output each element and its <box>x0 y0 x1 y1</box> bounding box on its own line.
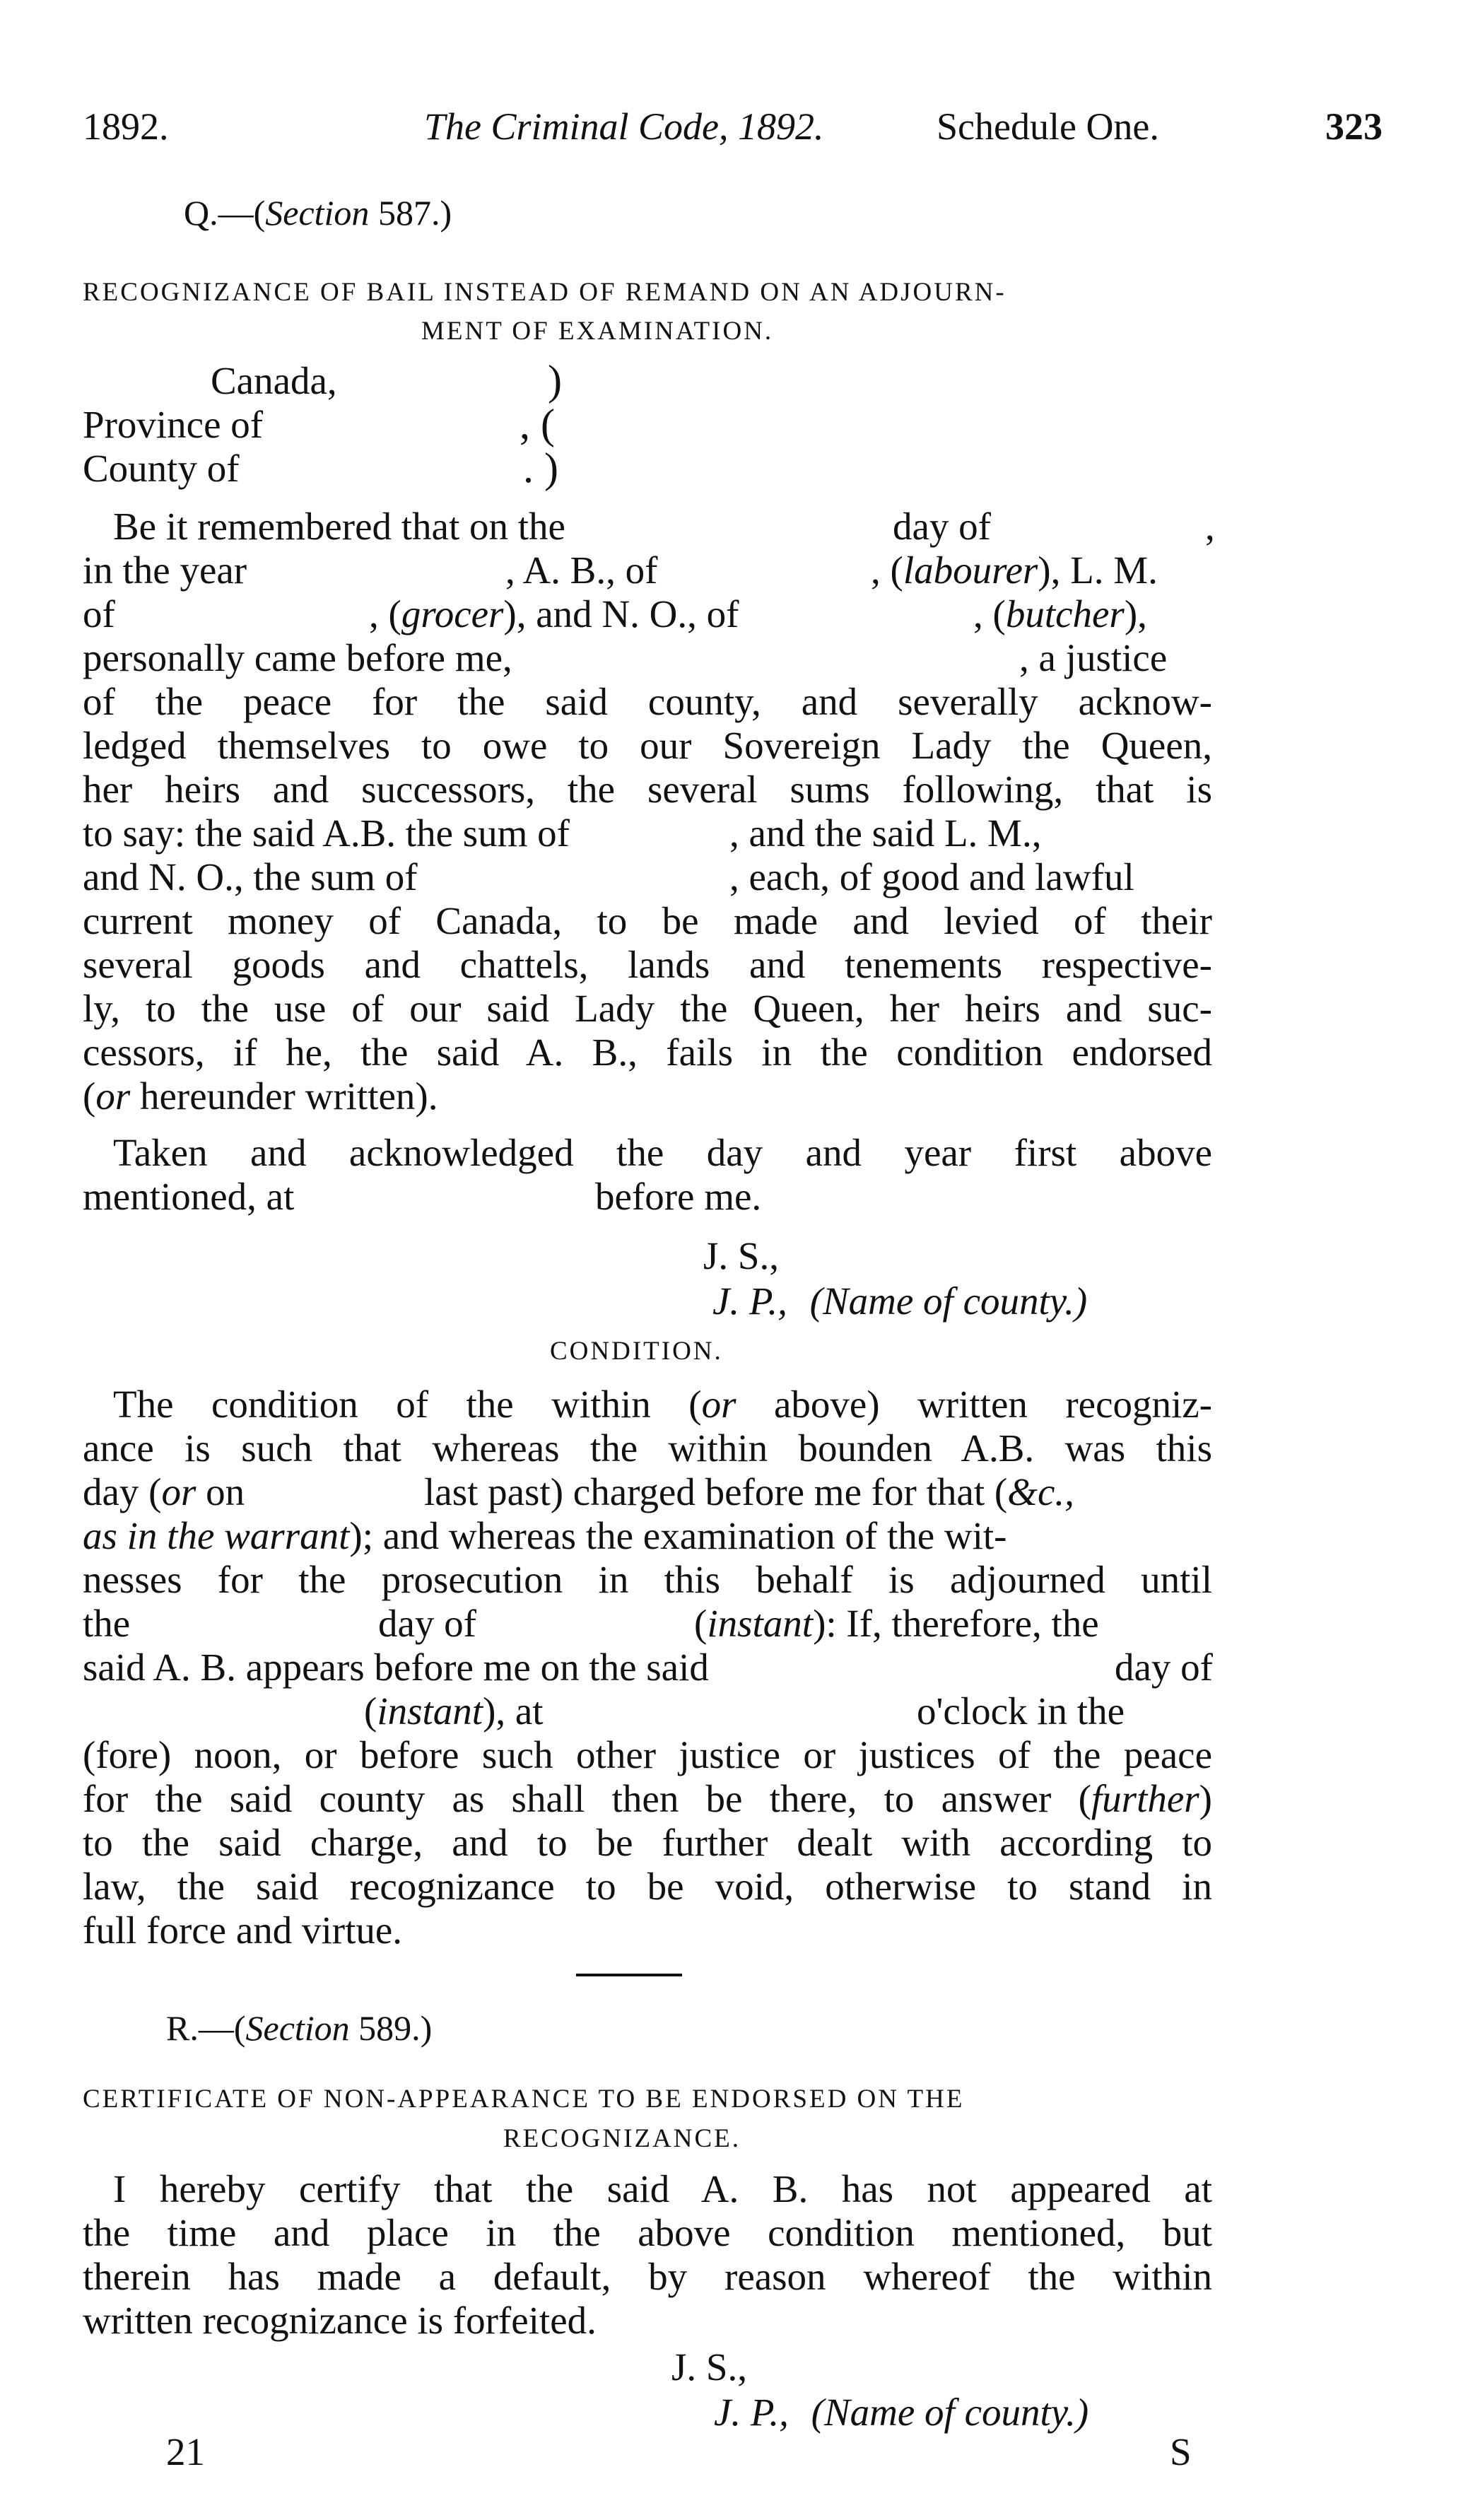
condition-line: The condition of the within (or above) written recogniz- <box>113 1383 1212 1426</box>
acknowledgment-line2 <box>83 1175 762 1219</box>
condition-text: last past) charged before me for that ( <box>424 1470 1008 1513</box>
form-r-caption-line2: RECOGNIZANCE. <box>503 2124 741 2153</box>
form-r-letter: R.—( <box>166 2008 246 2048</box>
body-text: , ( <box>369 592 401 635</box>
condition-line: full force and virtue. <box>83 1909 403 1952</box>
body-text: , <box>1205 505 1215 548</box>
body-line: of the peace for the said county, and severally acknow- <box>83 680 1212 723</box>
form-q-caption-line2: MENT OF EXAMINATION. <box>421 317 774 346</box>
body-text: ( <box>83 1074 96 1118</box>
header-title-text: The Criminal Code, 1892. <box>424 105 824 148</box>
venue-province: Province of <box>83 403 264 446</box>
condition-line: ance is such that whereas the within bounden A.B. was this <box>83 1426 1212 1470</box>
body-text: ), L. M. <box>1038 549 1158 592</box>
body-line: several goods and chattels, lands and tenements respective- <box>83 943 1212 986</box>
venue-brace-top: ) <box>548 357 562 404</box>
condition-text: the <box>83 1602 131 1645</box>
venue-country: Canada, <box>211 359 337 402</box>
condition-italic: or <box>161 1470 196 1513</box>
form-q-section-word: Section <box>265 193 370 233</box>
header-title <box>424 105 824 148</box>
form-r-caption-line1: CERTIFICATE OF NON-APPEARANCE TO BE ENDORSED ON THE <box>83 2085 965 2114</box>
condition-italic: or <box>701 1383 736 1426</box>
signature-name: J. S., <box>703 1234 779 1277</box>
signature-jp: J. P. <box>712 1279 778 1323</box>
signature-county: (Name of county.) <box>809 1279 1088 1323</box>
signature-title: J. P., (Name of county.) <box>712 1279 1088 1323</box>
form-q-heading <box>184 192 452 233</box>
body-italic: grocer <box>401 592 504 635</box>
condition-italic: as in the warrant <box>83 1514 350 1557</box>
signature-title-r: J. P., (Name of county.) <box>714 2391 1089 2434</box>
signature-county-r: (Name of county.) <box>811 2391 1089 2434</box>
condition-caption: CONDITION. <box>550 1337 723 1366</box>
venue-brace-bottom: . ) <box>523 445 558 491</box>
body-text: , ( <box>871 549 903 592</box>
condition-italic: instant <box>377 1689 483 1733</box>
body-line: her heirs and successors, the several sums following, that is <box>83 768 1212 811</box>
condition-italic: instant <box>707 1602 814 1645</box>
form-r-section-number: 589.) <box>349 2008 433 2048</box>
signature-jp-r: J. P. <box>714 2391 780 2434</box>
condition-text: day of <box>378 1602 476 1645</box>
body-line <box>83 855 1212 899</box>
header-year: 1892. <box>83 105 169 148</box>
body-line <box>113 505 1215 549</box>
body-text: in the year <box>83 549 247 592</box>
body-line: ledged themselves to owe to our Sovereign Lady the Queen, <box>83 724 1212 767</box>
body-line: ly, to the use of our said Lady the Queen, her heirs and suc- <box>83 987 1212 1030</box>
body-text <box>871 549 1158 592</box>
condition-line: for the said county as shall then be there, to answer (further) <box>83 1777 1212 1820</box>
condition-text <box>83 1470 245 1513</box>
acknowledgment-before: before me. <box>595 1175 762 1218</box>
certificate-line: written recognizance is forfeited. <box>83 2299 597 2342</box>
condition-text: ): If, therefore, the <box>813 1602 1099 1645</box>
condition-text <box>694 1602 1099 1646</box>
body-text: personally came before me, <box>83 636 512 679</box>
body-line <box>83 636 1212 680</box>
body-italic: butcher <box>1005 592 1125 635</box>
condition-italic: &c., <box>1007 1470 1074 1513</box>
footer-signature-mark: 21 <box>166 2430 205 2473</box>
body-text: , A. B., of <box>505 549 658 592</box>
body-text: , ( <box>973 592 1006 635</box>
condition-text: on <box>196 1470 245 1513</box>
certificate-line: the time and place in the above condition mentioned, but <box>83 2211 1212 2254</box>
form-r-section-word: Section <box>245 2008 350 2048</box>
body-line: current money of Canada, to be made and levied of their <box>83 899 1212 942</box>
condition-line: nesses for the prosecution in this behalf is adjourned until <box>83 1558 1212 1601</box>
body-text: , a justice <box>1019 636 1168 679</box>
venue-brace-mid: , ( <box>520 401 555 447</box>
condition-line <box>83 1602 1212 1646</box>
condition-line: to the said charge, and to be further dealt with according to <box>83 1821 1212 1864</box>
body-text: Be it remembered that on the <box>113 505 565 548</box>
body-text: hereunder written). <box>130 1074 438 1118</box>
condition-text: day ( <box>83 1470 162 1513</box>
certificate-line: therein has made a default, by reason whereof the within <box>83 2255 1212 2298</box>
condition-line: (fore) noon, or before such other justice or justices of the peace <box>83 1733 1212 1776</box>
body-line <box>83 549 1212 592</box>
signature-name-r: J. S., <box>671 2345 747 2389</box>
condition-text: day of <box>1115 1646 1213 1689</box>
form-q-letter: Q.—( <box>184 193 266 233</box>
condition-line <box>83 1514 1212 1558</box>
body-text: of <box>83 592 115 635</box>
condition-line: law, the said recognizance to be void, otherwise to stand in <box>83 1865 1212 1908</box>
body-text: day of <box>893 505 991 548</box>
venue-county: County of <box>83 447 240 490</box>
page-number: 323 <box>1325 105 1383 148</box>
condition-text: ), at <box>483 1689 544 1733</box>
condition-text: said A. B. appears before me on the said <box>83 1646 709 1689</box>
condition-text <box>424 1470 1074 1514</box>
form-q-section-number: 587.) <box>369 193 452 233</box>
body-text: and N. O., the sum of <box>83 855 418 898</box>
body-text <box>973 592 1147 636</box>
body-line <box>83 811 1212 855</box>
body-text <box>369 592 739 636</box>
condition-text <box>364 1689 544 1733</box>
body-line: cessors, if he, the said A. B., fails in the condition endorsed <box>83 1031 1212 1074</box>
condition-line <box>83 1646 1212 1689</box>
body-italic: labourer <box>903 549 1038 592</box>
acknowledgment-line1: Taken and acknowledged the day and year first above <box>113 1131 1212 1174</box>
body-text: , and the said L. M., <box>729 811 1042 855</box>
form-q-caption-line1: RECOGNIZANCE OF BAIL INSTEAD OF REMAND ON AN ADJOURN- <box>83 278 1007 307</box>
body-text: ), <box>1124 592 1147 635</box>
condition-text: ( <box>694 1602 708 1645</box>
footer-sheet-letter: S <box>1170 2430 1192 2473</box>
header-schedule: Schedule One. <box>937 105 1159 148</box>
condition-line <box>83 1470 1212 1514</box>
body-italic: or <box>95 1074 131 1118</box>
condition-text: ); and whereas the examination of the wit- <box>349 1514 1007 1557</box>
acknowledgment-place: mentioned, at <box>83 1175 295 1218</box>
body-text: , each, of good and lawful <box>729 855 1134 898</box>
body-text: ), and N. O., of <box>503 592 739 635</box>
condition-text: o'clock in the <box>917 1689 1125 1733</box>
body-line <box>83 592 1212 636</box>
condition-italic: further <box>1091 1777 1199 1820</box>
form-r-heading <box>166 2008 432 2049</box>
certificate-line: I hereby certify that the said A. B. has not appeared at <box>113 2167 1212 2210</box>
body-line <box>83 1074 438 1118</box>
body-text: to say: the said A.B. the sum of <box>83 811 570 855</box>
condition-text: ( <box>364 1689 377 1733</box>
section-divider <box>576 1974 682 1976</box>
